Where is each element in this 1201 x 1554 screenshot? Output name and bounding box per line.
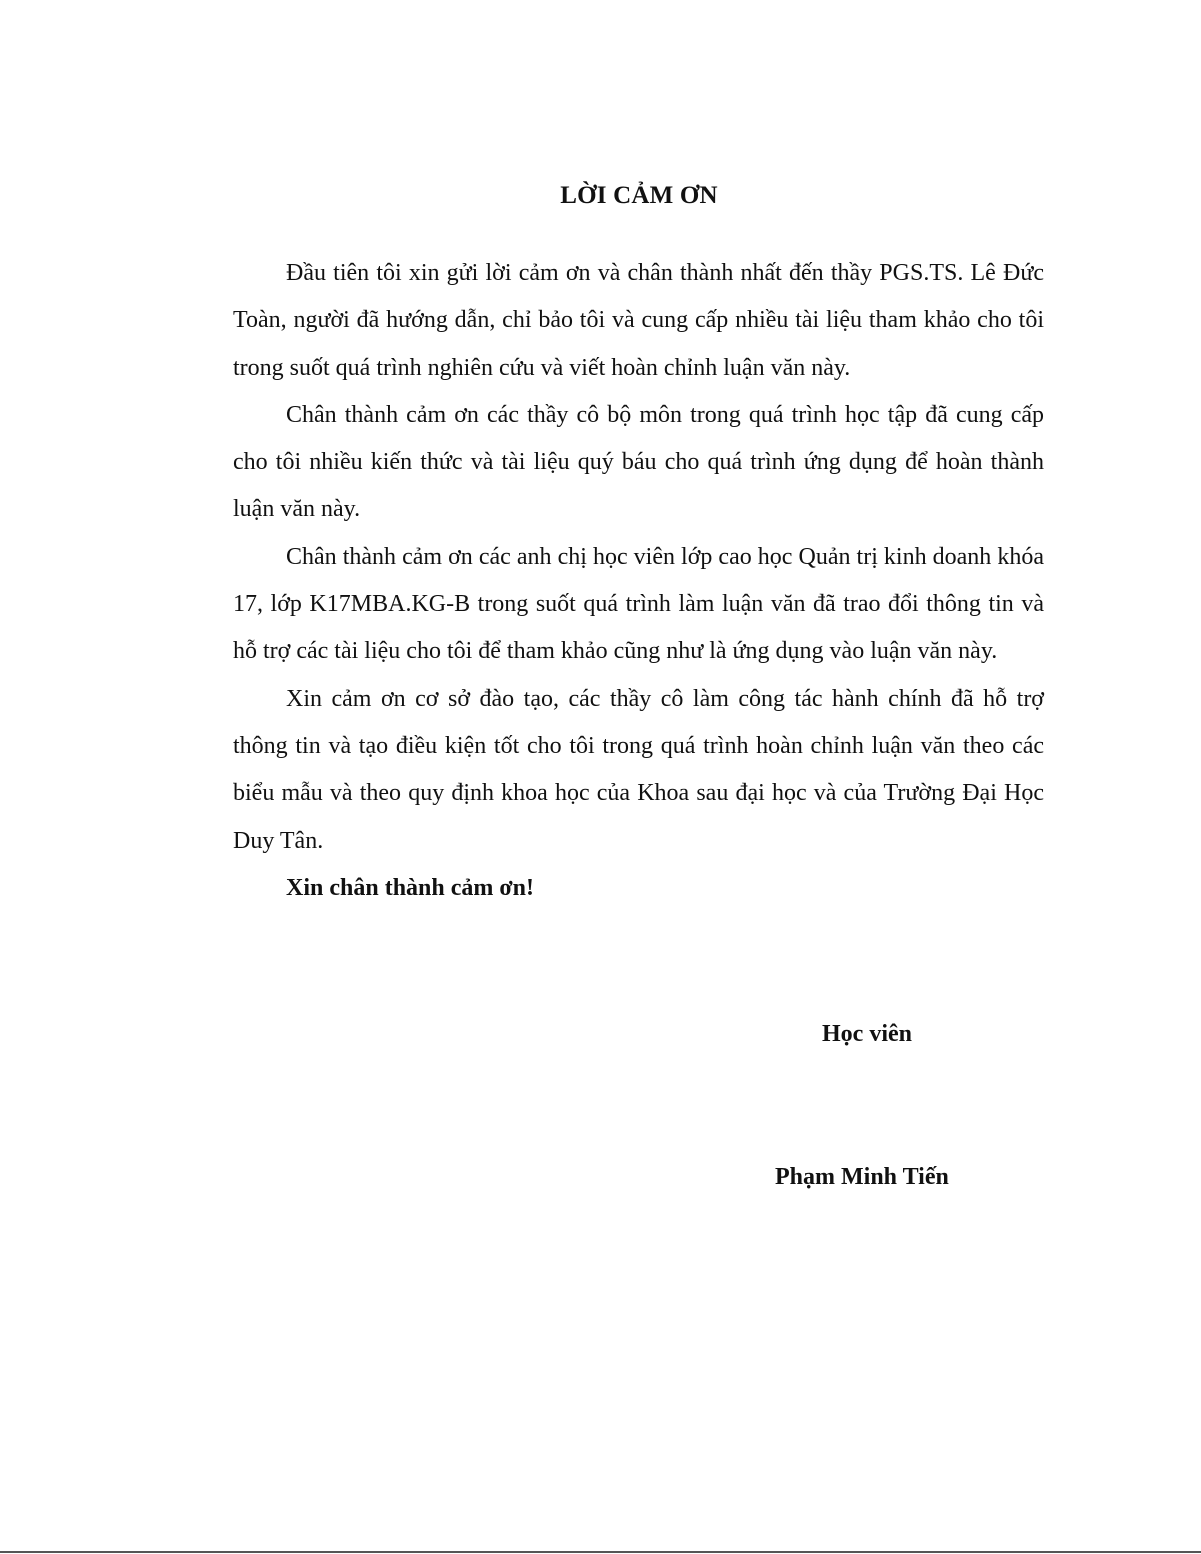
signature-label: Học viên bbox=[822, 1021, 912, 1047]
acknowledgement-body bbox=[233, 250, 1044, 912]
closing-line: Xin chân thành cảm ơn! bbox=[286, 874, 535, 901]
signature-name: Phạm Minh Tiến bbox=[775, 1164, 949, 1190]
paragraph-faculty: Chân thành cảm ơn các thầy cô bộ môn trong quá trình học tập đã cung cấp cho tôi nhiều kiến thức và tài liệu quý báu cho quá trình ứng dụng để hoàn thành luận văn này. bbox=[233, 401, 1044, 523]
paragraph-administration: Xin cảm ơn cơ sở đào tạo, các thầy cô làm công tác hành chính đã hỗ trợ thông tin và tạo điều kiện tốt cho tôi trong quá trình hoàn chỉnh luận văn theo các biểu mẫu và theo quy định khoa học của Khoa sau đại học và của Trường Đại Học Duy Tân. bbox=[233, 685, 1044, 854]
paragraph-classmates: Chân thành cảm ơn các anh chị học viên lớp cao học Quản trị kinh doanh khóa 17, lớp K17MBA.KG-B trong suốt quá trình làm luận văn đã trao đổi thông tin và hỗ trợ các tài liệu cho tôi để tham khảo cũng như là ứng dụng vào luận văn này. bbox=[233, 543, 1044, 665]
paragraph-advisor: Đầu tiên tôi xin gửi lời cảm ơn và chân thành nhất đến thầy PGS.TS. Lê Đức Toàn, người đã hướng dẫn, chỉ bảo tôi và cung cấp nhiều tài liệu tham khảo cho tôi trong suốt quá trình nghiên cứu và viết hoàn chỉnh luận văn này. bbox=[233, 260, 1044, 381]
page-bottom-rule bbox=[0, 1551, 1201, 1553]
page-title: LỜI CẢM ƠN bbox=[560, 182, 718, 209]
